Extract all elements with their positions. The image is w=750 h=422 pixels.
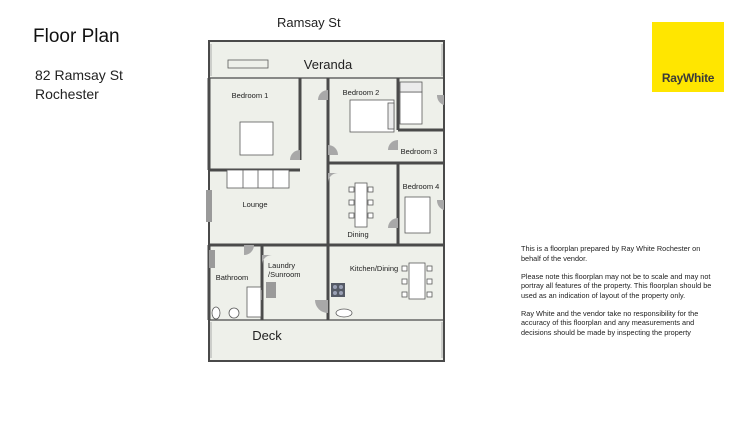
label-bedroom-3: Bedroom 3 <box>400 147 438 156</box>
kitchen-table <box>402 263 432 299</box>
disclaimer-p2: Please note this floorplan may not be to scale and may not portray all features of the property. This floorplan should be used as an indication of layout of the property only. <box>521 271 712 300</box>
label-kitchen-dining: Kitchen/Dining <box>349 264 399 273</box>
bed-bedroom-2 <box>350 100 394 132</box>
window <box>209 250 215 268</box>
label-laundry: Laundry <box>268 261 296 270</box>
label-bathroom: Bathroom <box>215 273 249 282</box>
stove-icon <box>331 283 345 297</box>
label-deck: Deck <box>252 328 282 343</box>
bed-bedroom-4 <box>405 197 430 233</box>
label-sunroom: /Sunroom <box>268 270 301 279</box>
address-line-1: 82 Ramsay St <box>35 67 123 83</box>
page-title: Floor Plan <box>33 26 120 47</box>
bed-bedroom-3 <box>400 82 422 124</box>
window <box>206 190 212 222</box>
window <box>266 282 276 298</box>
street-label: Ramsay St <box>277 15 341 30</box>
disclaimer-p1: This is a floorplan prepared by Ray White Rochester on behalf of the vendor. <box>521 244 701 263</box>
disclaimer-p3: Ray White and the vendor take no responsibility for the accuracy of this floorplan and any measurements and decisions should be made by inspecting the property <box>521 308 699 337</box>
label-bedroom-2: Bedroom 2 <box>342 88 380 97</box>
address-line-2: Rochester <box>35 86 99 102</box>
lounge-sofa <box>227 170 289 188</box>
label-veranda: Veranda <box>303 57 353 72</box>
logo-text: RayWhite <box>661 71 715 85</box>
disclaimer <box>521 244 717 346</box>
sink-icon <box>336 309 352 317</box>
label-bedroom-4: Bedroom 4 <box>402 182 440 191</box>
label-bedroom-1: Bedroom 1 <box>231 91 269 100</box>
label-lounge: Lounge <box>242 200 268 209</box>
label-dining: Dining <box>347 230 369 239</box>
